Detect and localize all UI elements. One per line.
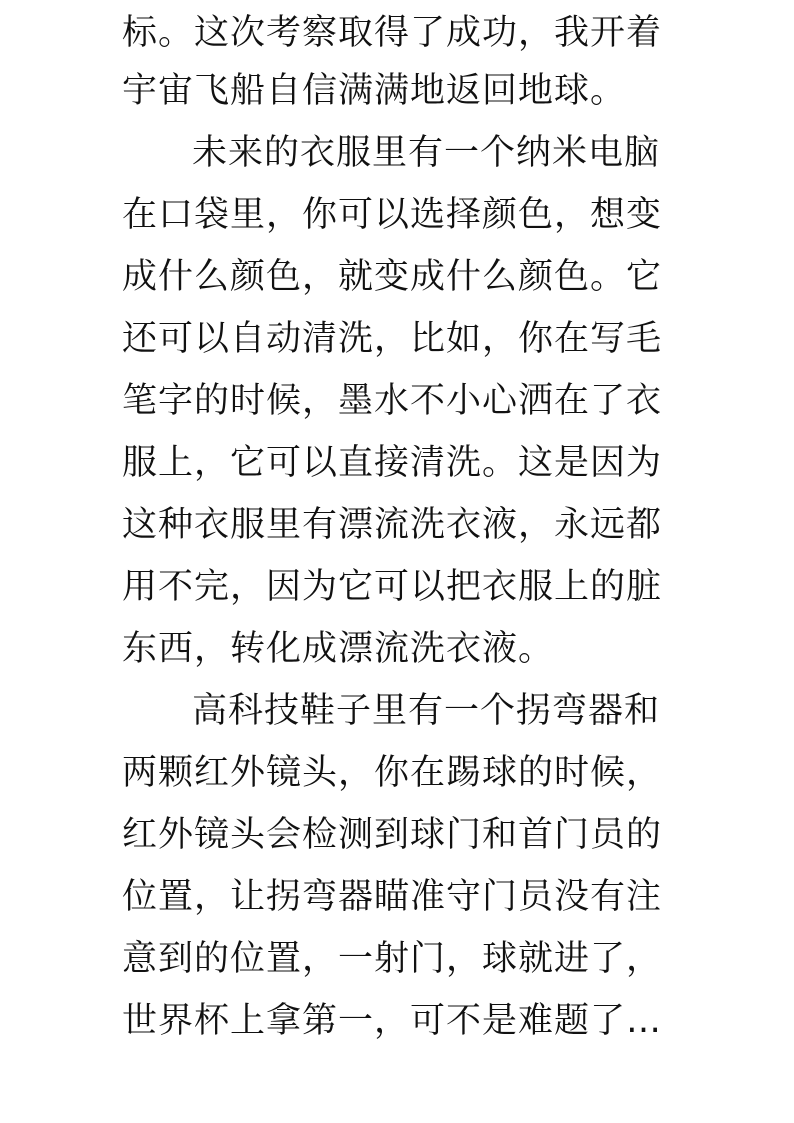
text-line: 宇宙飞船自信满满地返回地球。	[122, 71, 627, 111]
paragraph-start-line: 高科技鞋子里有一个拐弯器和	[192, 691, 661, 731]
text-line: 位置，让拐弯器瞄准守门员没有注	[122, 877, 663, 917]
text-line: 红外镜头会检测到球门和首门员的	[122, 815, 663, 855]
text-line: 还可以自动清洗，比如，你在写毛	[122, 319, 663, 359]
text-line: 服上，它可以直接清洗。这是因为	[122, 443, 663, 483]
document-page	[122, 0, 682, 1052]
text-line: 笔字的时候，墨水不小心洒在了衣	[122, 381, 663, 421]
text-line: 世界杯上拿第一，可不是难题了…	[122, 1001, 663, 1041]
text-line: 用不完，因为它可以把衣服上的脏	[122, 567, 663, 607]
text-line: 这种衣服里有漂流洗衣液，永远都	[122, 505, 663, 545]
text-line: 两颗红外镜头，你在踢球的时候，	[122, 753, 663, 793]
text-line: 东西，转化成漂流洗衣液。	[122, 629, 555, 669]
paragraph-start-line: 未来的衣服里有一个纳米电脑	[192, 133, 661, 173]
text-line: 在口袋里，你可以选择颜色，想变	[122, 195, 663, 235]
text-line: 意到的位置，一射门，球就进了，	[122, 939, 663, 979]
text-line: 标。这次考察取得了成功，我开着	[122, 13, 663, 53]
text-line: 成什么颜色，就变成什么颜色。它	[122, 257, 663, 297]
